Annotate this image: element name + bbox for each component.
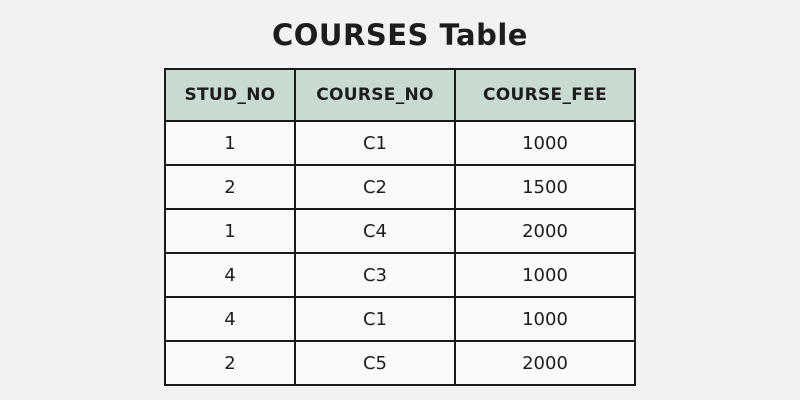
- table-cell: 2000: [455, 341, 635, 385]
- table-cell: C4: [295, 209, 455, 253]
- table-row: [165, 341, 635, 385]
- table-cell: 2000: [455, 209, 635, 253]
- table-cell: 4: [165, 253, 295, 297]
- table-row: [165, 209, 635, 253]
- table-row: [165, 121, 635, 165]
- table-cell: 4: [165, 297, 295, 341]
- table-row: [165, 253, 635, 297]
- table-cell: C1: [295, 121, 455, 165]
- table-body: [165, 121, 635, 385]
- table-cell: C3: [295, 253, 455, 297]
- table-cell: 1500: [455, 165, 635, 209]
- table-row: [165, 165, 635, 209]
- table-cell: 1: [165, 209, 295, 253]
- table-cell: C5: [295, 341, 455, 385]
- table-cell: C2: [295, 165, 455, 209]
- courses-table: [164, 68, 636, 386]
- table-row: [165, 297, 635, 341]
- table-cell: 1000: [455, 297, 635, 341]
- page-title: COURSES Table: [272, 18, 528, 52]
- table-cell: 1: [165, 121, 295, 165]
- table-cell: 2: [165, 341, 295, 385]
- column-header-stud_no: STUD_NO: [165, 69, 295, 121]
- table-cell: 1000: [455, 253, 635, 297]
- table-cell: 1000: [455, 121, 635, 165]
- table-cell: 2: [165, 165, 295, 209]
- table-cell: C1: [295, 297, 455, 341]
- table-header-row: [165, 69, 635, 121]
- column-header-course_no: COURSE_NO: [295, 69, 455, 121]
- table-header: [165, 69, 635, 121]
- column-header-course_fee: COURSE_FEE: [455, 69, 635, 121]
